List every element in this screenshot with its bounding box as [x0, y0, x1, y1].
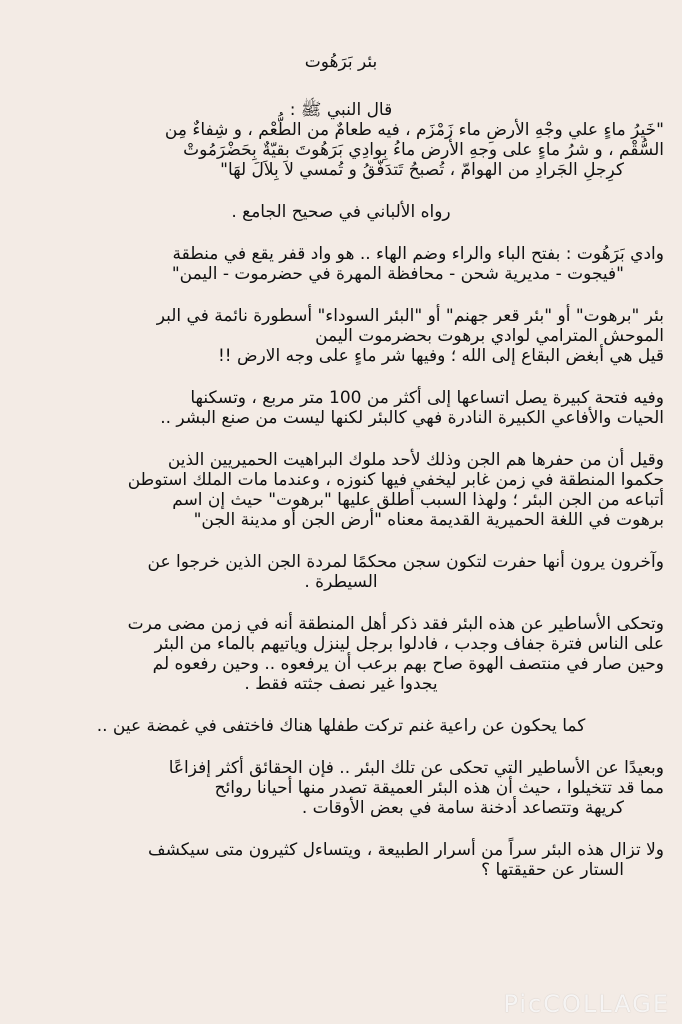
article-title: بئر بَرَهُوت: [304, 52, 378, 72]
text-line: مما قد تتخيلوا ، حيث أن هذه البئر العميقة تصدر منها أحيانا روائح: [214, 778, 664, 798]
text-line: وقيل أن من حفرها هم الجن وذلك لأحد ملوك البراهيت الحميريين الذين: [167, 450, 664, 470]
text-line: قيل هي أبغض البقاع إلى الله ؛ وفيها شر ماءٍ على وجه الارض !!: [217, 346, 664, 366]
text-line: الموحش المترامي لوادي برهوت بحضرموت اليمن: [315, 326, 664, 346]
text-line: كريهة وتتصاعد أدخنة سامة في بعض الأوقات .: [301, 798, 624, 818]
text-line: الحيات والأفاعي الكبيرة النادرة فهي كالبئر لكنها ليست من صنع البشر ..: [160, 408, 664, 428]
paragraph-prison: [18, 552, 664, 592]
hadith-intro: قال النبي ﷺ :: [289, 100, 393, 120]
text-line: وبعيدًا عن الأساطير التي تحكى عن تلك البئر .. فإن الحقائق أكثر إفزاعًا: [168, 758, 664, 778]
text-line: برهوت في اللغة الحميرية القديمة معناه "أرض الجن أو مدينة الجن": [193, 510, 664, 530]
paragraph-opening: [18, 388, 664, 428]
article: [18, 52, 664, 902]
paragraph-names: [18, 306, 664, 366]
hadith-line: كرِجلِ الجَرادِ من الهوامّ ، تُصبحُ تَتدَفّقُ و تُمسي لاَ بِلاَلَ لهَا": [220, 160, 624, 180]
text-line: كما يحكون عن راعية غنم تركت طفلها هناك فاختفى في غمضة عين ..: [96, 716, 586, 736]
text-line: يجدوا غير نصف جثته فقط .: [244, 674, 438, 694]
text-line: بئر "برهوت" أو "بئر قعر جهنم" أو "البئر السوداء" أسطورة نائمة في البر: [156, 306, 664, 326]
paragraph-jinn: [18, 450, 664, 530]
hadith-source: رواه الألباني في صحيح الجامع .: [231, 202, 451, 222]
text-line: وآخرون يرون أنها حفرت لتكون سجن محكمًا لمردة الجن الذين خرجوا عن: [147, 552, 664, 572]
paragraph-facts: [18, 758, 664, 818]
paragraph-legends: [18, 614, 664, 694]
hadith-block: [18, 100, 664, 180]
text-line: السيطرة .: [304, 572, 378, 592]
hadith-line: "خَيرُ ماءٍ علي وجْهِ الأرضِ ماء زَمْزَم ، فيه طعامٌ من الطُّعْم ، و شِفاءٌ مِن: [164, 120, 664, 140]
paragraph-shepherdess: [18, 716, 664, 736]
hadith-line: السُّقْم ، و شرُ ماءٍ على وجهِ الأرض ماءُ بِوادِي بَرَهُوتَ بقيّةٌ بِحَضْرَمُوتْ: [183, 140, 664, 160]
text-line: وفيه فتحة كبيرة يصل اتساعها إلى أكثر من 100 متر مربع ، وتسكنها: [190, 388, 664, 408]
paragraph-conclusion: [18, 840, 664, 880]
text-line: وتحكى الأساطير عن هذه البئر فقد ذكر أهل المنطقة أنه في زمن مضى مرت: [127, 614, 664, 634]
piccollage-watermark: PicCOLLAGE: [503, 990, 670, 1018]
paragraph-wadi: [18, 244, 664, 284]
text-line: ولا تزال هذه البئر سراً من أسرار الطبيعة ، ويتساءل كثيرون متى سيكشف: [148, 840, 664, 860]
text-line: أتباعه من الجن البئر ؛ ولهذا السبب أطلق عليها "برهوت" حيث إن اسم: [172, 490, 664, 510]
text-line: "فيجوت - مديرية شحن - محافظة المهرة في حضرموت - اليمن": [171, 264, 624, 284]
text-line: على الناس فترة جفاف وجدب ، فادلوا برجل لينزل وياتيهم بالماء من البئر: [154, 634, 664, 654]
text-line: الستار عن حقيقتها ؟: [481, 860, 624, 880]
text-line: وادي بَرَهُوت : بفتح الباء والراء وضم الهاء .. هو واد قفر يقع في منطقة: [172, 244, 664, 264]
text-line: وحين صار في منتصف الهوة صاح بهم برعب أن يرفعوه .. وحين رفعوه لم: [152, 654, 664, 674]
text-line: حكموا المنطقة في زمن غابر ليخفي فيها كنوزه ، وعندما مات الملك استوطن: [127, 470, 664, 490]
